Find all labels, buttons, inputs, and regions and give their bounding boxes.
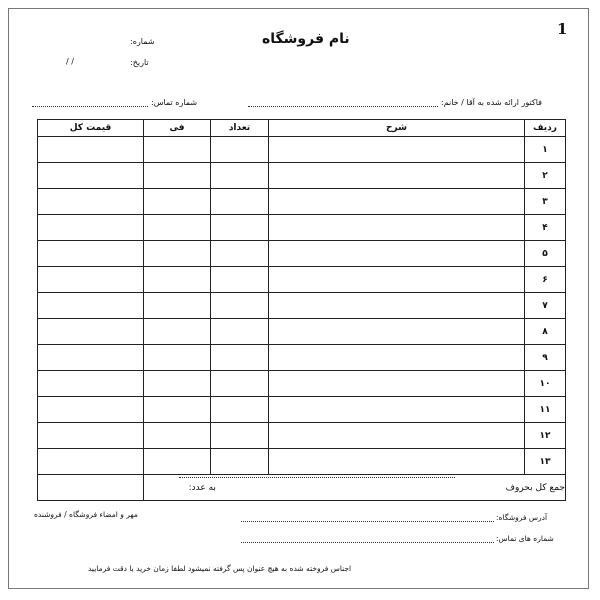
table-row: [38, 371, 566, 397]
grand-total-words-line: [179, 477, 455, 478]
unit-price-cell[interactable]: [144, 215, 211, 241]
unit-price-cell[interactable]: [144, 189, 211, 215]
stamp-signature-label: مهر و امضاء فروشگاه / فروشنده: [34, 510, 138, 519]
grand-total-words-label: جمع کل بحروف: [505, 482, 565, 493]
total-cell[interactable]: [38, 345, 144, 371]
row-number: ۷: [525, 293, 566, 319]
table-row: [38, 137, 566, 163]
quantity-cell[interactable]: [211, 345, 269, 371]
table-row: [38, 319, 566, 345]
grand-total-cell: [144, 475, 566, 501]
description-cell[interactable]: [269, 397, 525, 423]
store-address-line: [241, 521, 494, 522]
description-cell[interactable]: [269, 293, 525, 319]
row-number: ۵: [525, 241, 566, 267]
total-cell[interactable]: [38, 449, 144, 475]
total-cell[interactable]: [38, 189, 144, 215]
description-cell[interactable]: [269, 215, 525, 241]
header-quantity: تعداد: [211, 120, 269, 137]
quantity-cell[interactable]: [211, 215, 269, 241]
items-table: [37, 119, 566, 501]
description-cell[interactable]: [269, 137, 525, 163]
table-row: [38, 397, 566, 423]
header-unit-price: فی: [144, 120, 211, 137]
quantity-cell[interactable]: [211, 319, 269, 345]
description-cell[interactable]: [269, 371, 525, 397]
description-cell[interactable]: [269, 267, 525, 293]
quantity-cell[interactable]: [211, 241, 269, 267]
page-number: 1: [557, 20, 568, 38]
store-phones-label: شماره های تماس:: [496, 534, 554, 543]
store-phones-line: [241, 542, 494, 543]
unit-price-cell[interactable]: [144, 241, 211, 267]
quantity-cell[interactable]: [211, 449, 269, 475]
total-cell[interactable]: [38, 241, 144, 267]
row-number: ۱۰: [525, 371, 566, 397]
invoice-number-label: شماره:: [130, 37, 155, 46]
total-cell[interactable]: [38, 163, 144, 189]
table-row: [38, 267, 566, 293]
store-address-label: آدرس فروشگاه:: [496, 513, 548, 522]
quantity-cell[interactable]: [211, 423, 269, 449]
row-number: ۹: [525, 345, 566, 371]
recipient-label: فاکتور ارائه شده به آقا / خانم:: [441, 98, 542, 107]
total-cell[interactable]: [38, 267, 144, 293]
total-cell[interactable]: [38, 293, 144, 319]
description-cell[interactable]: [269, 345, 525, 371]
table-row: [38, 423, 566, 449]
unit-price-cell[interactable]: [144, 293, 211, 319]
row-number: ۱۲: [525, 423, 566, 449]
table-row: [38, 449, 566, 475]
invoice-date-label: تاریخ:: [130, 58, 149, 67]
quantity-cell[interactable]: [211, 189, 269, 215]
description-cell[interactable]: [269, 449, 525, 475]
unit-price-cell[interactable]: [144, 163, 211, 189]
total-cell[interactable]: [38, 215, 144, 241]
unit-price-cell[interactable]: [144, 345, 211, 371]
table-row: [38, 163, 566, 189]
table-row: [38, 215, 566, 241]
total-cell[interactable]: [38, 137, 144, 163]
description-cell[interactable]: [269, 319, 525, 345]
row-number: ۸: [525, 319, 566, 345]
quantity-cell[interactable]: [211, 293, 269, 319]
unit-price-cell[interactable]: [144, 137, 211, 163]
unit-price-cell[interactable]: [144, 397, 211, 423]
quantity-cell[interactable]: [211, 267, 269, 293]
description-cell[interactable]: [269, 241, 525, 267]
row-number: ۱: [525, 137, 566, 163]
row-number: ۴: [525, 215, 566, 241]
table-row: [38, 345, 566, 371]
quantity-cell[interactable]: [211, 397, 269, 423]
quantity-cell[interactable]: [211, 163, 269, 189]
grand-total-row: [38, 475, 566, 501]
total-cell[interactable]: [38, 371, 144, 397]
quantity-cell[interactable]: [211, 137, 269, 163]
recipient-line: [248, 106, 438, 107]
row-number: ۶: [525, 267, 566, 293]
unit-price-cell[interactable]: [144, 449, 211, 475]
table-row: [38, 241, 566, 267]
row-number: ۳: [525, 189, 566, 215]
total-cell[interactable]: [38, 397, 144, 423]
quantity-cell[interactable]: [211, 371, 269, 397]
table-row: [38, 189, 566, 215]
no-return-note: اجناس فروخته شده به هیچ عنوان پس گرفته نمیشود لطفا زمان خرید با دقت فرمایید: [88, 564, 352, 573]
unit-price-cell[interactable]: [144, 319, 211, 345]
unit-price-cell[interactable]: [144, 267, 211, 293]
description-cell[interactable]: [269, 189, 525, 215]
row-number: ۲: [525, 163, 566, 189]
table-header-row: [38, 120, 566, 137]
unit-price-cell[interactable]: [144, 423, 211, 449]
header-description: شرح: [269, 120, 525, 137]
table-row: [38, 293, 566, 319]
grand-total-digits-label: به عدد:: [188, 482, 216, 493]
unit-price-cell[interactable]: [144, 371, 211, 397]
total-cell[interactable]: [38, 319, 144, 345]
phone-label: شماره تماس:: [151, 98, 198, 107]
description-cell[interactable]: [269, 423, 525, 449]
description-cell[interactable]: [269, 163, 525, 189]
total-cell[interactable]: [38, 423, 144, 449]
date-separators: / /: [66, 57, 74, 66]
row-number: ۱۳: [525, 449, 566, 475]
store-name-title: نام فروشگاه: [262, 31, 350, 47]
header-total: قیمت کل: [38, 120, 144, 137]
header-row-number: ردیف: [525, 120, 566, 137]
grand-total-value-cell[interactable]: [38, 475, 144, 501]
row-number: ۱۱: [525, 397, 566, 423]
phone-line: [32, 106, 148, 107]
